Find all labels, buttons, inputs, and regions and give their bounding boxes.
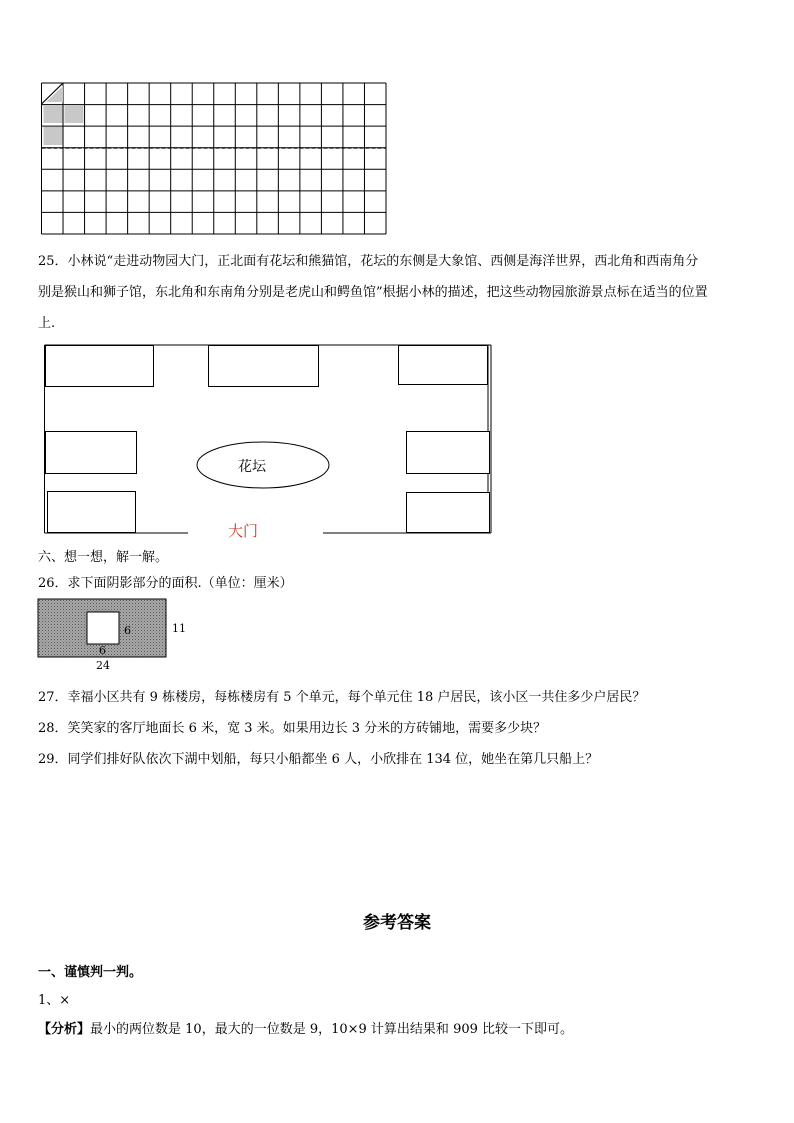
question-26-text: 26．求下面阴影部分的面积.（单位：厘米）	[38, 576, 293, 591]
inner-square-width-label: 6	[124, 624, 131, 637]
outer-height-label: 11	[172, 622, 186, 635]
analysis-text: 最小的两位数是 10，最大的一位数是 9，10×9 计算出结果和 909 比较一下即可。	[90, 1022, 574, 1037]
question-27: 27．幸福小区共有 9 栋楼房，每栋楼房有 5 个单元，每个单元住 18 户居民，该小区一共住多少户居民？	[38, 690, 646, 705]
inner-square-height-label: 6	[99, 644, 106, 657]
flower-bed-label: 花坛	[238, 459, 266, 475]
question-29: 29．同学们排好队依次下湖中划船，每只小船都坐 6 人，小欣排在 134 位，她坐在第几只船上？	[38, 752, 599, 767]
analysis-tag: 【分析】	[38, 1022, 91, 1037]
question-25-line1: 25．小林说“走进动物园大门，正北面有花坛和熊猫馆，花坛的东侧是大象馆、西侧是海洋世界，西北角和西南角分	[38, 254, 699, 269]
outer-width-label: 24	[96, 659, 110, 672]
question-25-line3: 上.	[38, 316, 56, 331]
answers-section-1: 一、谨慎判一判。	[38, 965, 143, 980]
answer-1-analysis	[38, 1018, 573, 1037]
question-28: 28．笑笑家的客厅地面长 6 米，宽 3 米。如果用边长 3 分米的方砖铺地，需要多少块？	[38, 721, 547, 736]
section-6-heading: 六、想一想，解一解。	[38, 550, 169, 565]
question-25-line2: 别是猴山和狮子馆，东北角和东南角分别是老虎山和鳄鱼馆”根据小林的描述，把这些动物园旅游景点标在适当的位置	[38, 285, 708, 300]
inner-white-square	[87, 612, 119, 644]
gate-label: 大门	[228, 522, 259, 540]
answer-1: 1、×	[38, 993, 71, 1008]
answers-title: 参考答案	[363, 913, 431, 933]
